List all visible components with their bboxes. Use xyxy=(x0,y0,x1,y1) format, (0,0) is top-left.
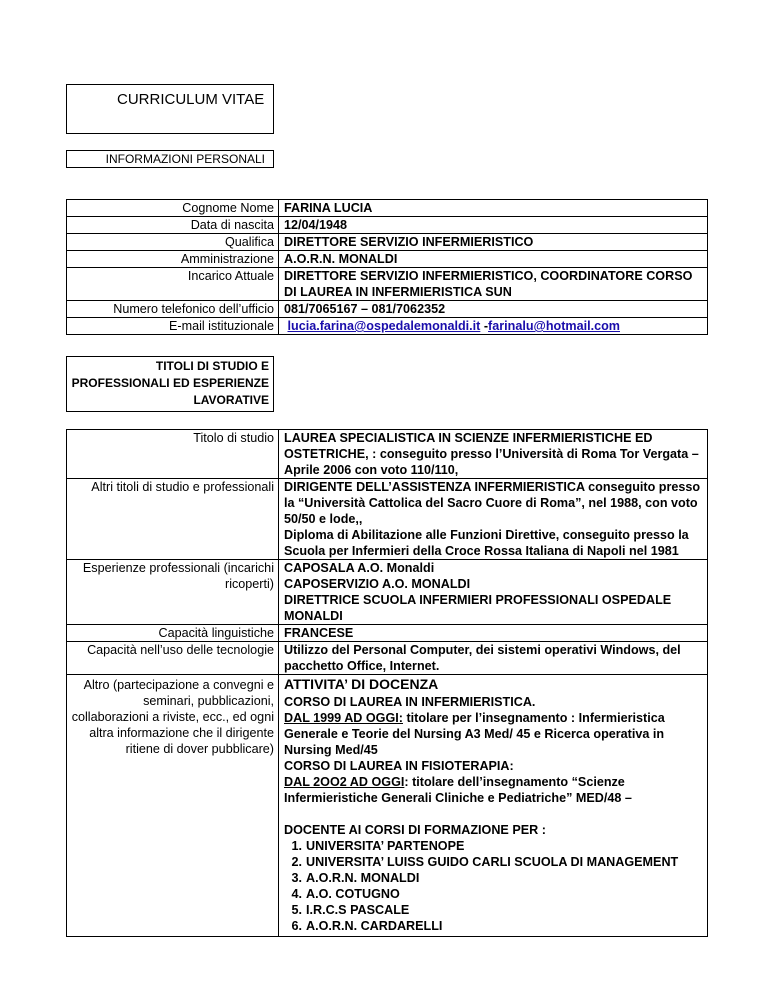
titoli-table xyxy=(66,429,708,937)
corso-1-text: titolare per l’insegnamento : Infermieristica Generale e Teorie del Nursing A3 Med/ 45 e Ricerca operativa in Nursing Med/45 xyxy=(284,711,665,757)
section-titoli-title: TITOLI DI STUDIO E PROFESSIONALI ED ESPERIENZE LAVORATIVE xyxy=(71,359,269,407)
esperienze-item: DIRETTRICE SCUOLA INFERMIERI PROFESSIONALI OSPEDALE MONALDI xyxy=(284,593,672,623)
table-row xyxy=(67,234,708,251)
table-row xyxy=(67,430,708,479)
altri-value-2: Diploma di Abilitazione alle Funzioni Direttive, conseguito presso la Scuola per Infermieri della Croce Rossa Italiana di Napoli nel 1981 xyxy=(284,528,689,558)
table-row xyxy=(67,251,708,268)
corso-2-detail xyxy=(284,774,707,806)
amministrazione-value: A.O.R.N. MONALDI xyxy=(279,251,708,268)
amministrazione-label: Amministrazione xyxy=(67,251,279,268)
section-personal-title: INFORMAZIONI PERSONALI xyxy=(105,152,265,166)
corso-1-title: CORSO DI LAUREA IN INFERMIERISTICA. xyxy=(284,695,536,709)
list-item: 2. UNIVERSITA’ LUISS GUIDO CARLI SCUOLA DI MANAGEMENT xyxy=(291,855,679,869)
table-row xyxy=(67,301,708,318)
cv-title: CURRICULUM VITAE xyxy=(117,91,265,108)
altri-value xyxy=(279,479,708,560)
qualifica-value: DIRETTORE SERVIZIO INFERMIERISTICO xyxy=(279,234,708,251)
incarico-label: Incarico Attuale xyxy=(67,268,279,301)
docenza-heading: ATTIVITA’ DI DOCENZA xyxy=(284,676,439,692)
corso-1-date: DAL 1999 AD OGGI: xyxy=(284,711,403,725)
cv-title-box xyxy=(66,84,274,134)
docente-heading: DOCENTE AI CORSI DI FORMAZIONE PER : xyxy=(284,823,546,837)
list-item: 6. A.O.R.N. CARDARELLI xyxy=(291,919,443,933)
altri-label: Altri titoli di studio e professionali xyxy=(67,479,279,560)
lingue-label: Capacità linguistiche xyxy=(67,625,279,642)
altro-value xyxy=(279,675,708,937)
email-link-primary[interactable]: lucia.farina@ospedalemonaldi.it xyxy=(287,319,481,333)
lingue-value: FRANCESE xyxy=(279,625,708,642)
phone-value: 081/7065167 – 081/7062352 xyxy=(279,301,708,318)
list-item: 1. UNIVERSITA’ PARTENOPE xyxy=(291,839,465,853)
table-row xyxy=(67,200,708,217)
list-item: 3. A.O.R.N. MONALDI xyxy=(291,871,420,885)
table-row xyxy=(67,642,708,675)
esperienze-item: CAPOSERVIZIO A.O. MONALDI xyxy=(284,577,471,591)
list-item: 4. A.O. COTUGNO xyxy=(291,887,400,901)
esperienze-item: CAPOSALA A.O. Monaldi xyxy=(284,561,435,575)
studio-label: Titolo di studio xyxy=(67,430,279,479)
birth-value: 12/04/1948 xyxy=(279,217,708,234)
docente-list xyxy=(284,838,707,934)
list-item: 5. I.R.C.S PASCALE xyxy=(291,903,410,917)
altri-value-1: DIRIGENTE DELL’ASSISTENZA INFERMIERISTICA conseguito presso la “Università Cattolica del Sacro Cuore di Roma”, nel 1988, con voto 50/50 e lode,, xyxy=(284,480,701,526)
email-separator: - xyxy=(480,319,489,333)
altro-label: Altro (partecipazione a convegni e seminari, pubblicazioni, collaborazioni a riviste, ecc., ed ogni altra informazione che il dirigente ritiene di dover pubblicare) xyxy=(67,675,279,937)
table-row xyxy=(67,479,708,560)
birth-label: Data di nascita xyxy=(67,217,279,234)
section-titoli-header xyxy=(66,356,274,412)
incarico-value: DIRETTORE SERVIZIO INFERMIERISTICO, COORDINATORE CORSO DI LAUREA IN INFERMIERISTICA SUN xyxy=(279,268,708,301)
corso-2-text: : titolare dell’insegnamento “Scienze Infermieristiche Generali Cliniche e Pediatriche” MED/48 – xyxy=(284,775,632,805)
personal-info-table xyxy=(66,199,708,335)
table-row xyxy=(67,217,708,234)
table-row xyxy=(67,625,708,642)
corso-2-title: CORSO DI LAUREA IN FISIOTERAPIA: xyxy=(284,759,514,773)
table-row xyxy=(67,675,708,937)
table-row xyxy=(67,560,708,625)
corso-2-date: DAL 2OO2 AD OGGI xyxy=(284,775,405,789)
esperienze-value xyxy=(279,560,708,625)
studio-value: LAUREA SPECIALISTICA IN SCIENZE INFERMIERISTICHE ED OSTETRICHE, : conseguito presso l’Università di Roma Tor Vergata – Aprile 2006 con voto 110/110, xyxy=(279,430,708,479)
esperienze-label: Esperienze professionali (incarichi ricoperti) xyxy=(67,560,279,625)
phone-label: Numero telefonico dell’ufficio xyxy=(67,301,279,318)
section-personal-header xyxy=(66,150,274,168)
table-row xyxy=(67,268,708,301)
surname-label: Cognome Nome xyxy=(67,200,279,217)
email-link-secondary[interactable]: farinalu@hotmail.com xyxy=(488,319,620,333)
tecno-value: Utilizzo del Personal Computer, dei sistemi operativi Windows, del pacchetto Office, Internet. xyxy=(279,642,708,675)
tecno-label: Capacità nell’uso delle tecnologie xyxy=(67,642,279,675)
table-row xyxy=(67,318,708,335)
corso-1-detail xyxy=(284,710,707,758)
email-value xyxy=(279,318,708,335)
qualifica-label: Qualifica xyxy=(67,234,279,251)
surname-value: FARINA LUCIA xyxy=(279,200,708,217)
email-label: E-mail istituzionale xyxy=(67,318,279,335)
